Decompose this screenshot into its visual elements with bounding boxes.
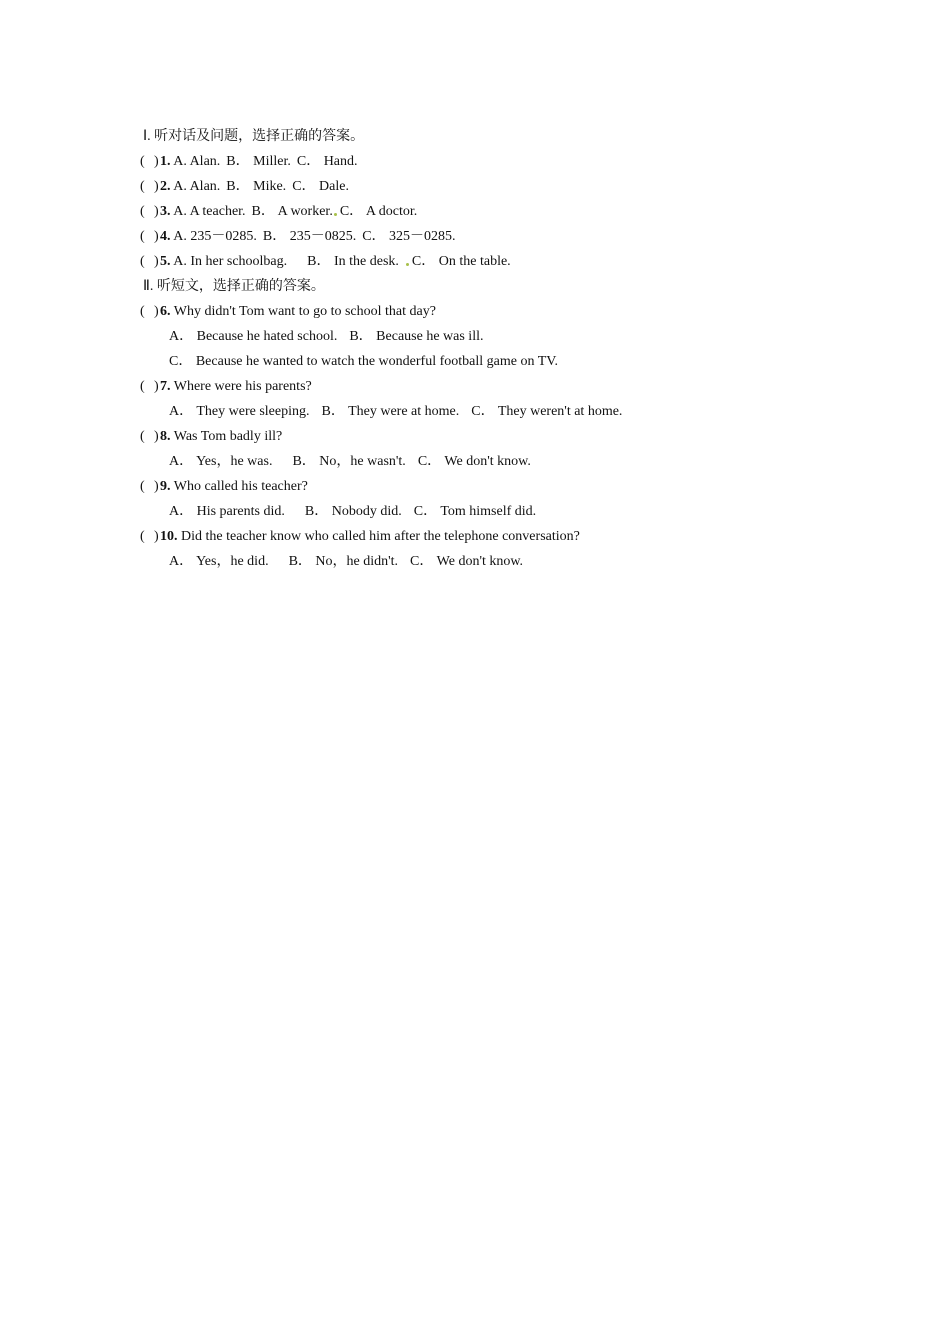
option-b: B． No，he wasn't.	[292, 454, 406, 469]
answer-blank-close: )	[154, 529, 159, 544]
answer-blank-open[interactable]: (	[140, 229, 145, 244]
question-number: 8.	[160, 429, 171, 444]
option-b: B． A worker.	[251, 204, 333, 219]
question-6	[140, 299, 820, 324]
answer-blank-close: )	[154, 479, 159, 494]
answer-blank-open[interactable]: (	[140, 204, 145, 219]
option-b: B． Because he was ill.	[349, 329, 484, 344]
option-c: C． Tom himself did.	[413, 504, 537, 519]
answer-blank-close: )	[154, 304, 159, 319]
answer-blank-open[interactable]: (	[140, 379, 145, 394]
question-8-options	[140, 449, 820, 474]
question-1	[140, 149, 820, 174]
answer-blank-close: )	[154, 154, 159, 169]
option-c: C． They weren't at home.	[471, 404, 623, 419]
option-c: C． 325－0285.	[362, 229, 456, 244]
answer-blank-close: )	[154, 254, 159, 269]
question-6-options-ab	[140, 324, 820, 349]
option-b: B． Miller.	[226, 154, 291, 169]
option-a: A. In her schoolbag.	[173, 254, 288, 269]
answer-blank-open[interactable]: (	[140, 429, 145, 444]
option-c: C． Because he wanted to watch the wonderful football game on TV.	[169, 354, 559, 369]
option-c: C． We don't know.	[417, 454, 531, 469]
option-b: B． Mike.	[226, 179, 287, 194]
question-10-options	[140, 549, 820, 574]
option-a: A． Yes，he did.	[169, 554, 269, 569]
section-1-heading: Ⅰ. 听对话及问题，选择正确的答案。	[143, 129, 365, 144]
question-2	[140, 174, 820, 199]
option-a: A． Because he hated school.	[169, 329, 338, 344]
answer-blank-open[interactable]: (	[140, 529, 145, 544]
option-a: A． His parents did.	[169, 504, 285, 519]
option-b: B． They were at home.	[321, 404, 460, 419]
option-c: C． Hand.	[296, 154, 358, 169]
question-text: Who called his teacher?	[173, 479, 308, 494]
question-4	[140, 224, 820, 249]
answer-blank-close: )	[154, 204, 159, 219]
question-number: 10.	[160, 529, 178, 544]
answer-blank-open[interactable]: (	[140, 254, 145, 269]
option-c: C． We don't know.	[410, 554, 524, 569]
question-number: 3.	[160, 204, 171, 219]
question-10	[140, 524, 820, 549]
option-c: C． Dale.	[292, 179, 349, 194]
option-a: A． Yes，he was.	[169, 454, 273, 469]
answer-blank-close: )	[154, 379, 159, 394]
answer-blank-close: )	[154, 429, 159, 444]
question-3	[140, 199, 820, 224]
answer-blank-close: )	[154, 229, 159, 244]
question-7	[140, 374, 820, 399]
option-a: A. 235－0285.	[173, 229, 257, 244]
answer-blank-close: )	[154, 179, 159, 194]
option-b: B． 235－0825.	[262, 229, 357, 244]
question-text: Where were his parents?	[173, 379, 312, 394]
answer-blank-open[interactable]: (	[140, 179, 145, 194]
option-b: B． No，he didn't.	[288, 554, 399, 569]
question-number: 6.	[160, 304, 171, 319]
option-a: A． They were sleeping.	[169, 404, 310, 419]
listening-exercise	[140, 124, 820, 574]
option-c: C． A doctor.	[339, 204, 418, 219]
question-number: 7.	[160, 379, 171, 394]
option-a: A. Alan.	[173, 179, 221, 194]
section-2-heading: Ⅱ. 听短文，选择正确的答案。	[143, 279, 325, 294]
question-number: 5.	[160, 254, 171, 269]
question-9	[140, 474, 820, 499]
option-c: C． On the table.	[411, 254, 511, 269]
option-b: B． In the desk.	[307, 254, 399, 269]
option-a: A. A teacher.	[173, 204, 246, 219]
question-text: Why didn't Tom want to go to school that day?	[173, 304, 436, 319]
question-number: 9.	[160, 479, 171, 494]
question-7-options	[140, 399, 820, 424]
question-9-options	[140, 499, 820, 524]
decorative-dot	[406, 263, 409, 266]
option-a: A. Alan.	[173, 154, 221, 169]
question-5	[140, 249, 820, 274]
question-number: 1.	[160, 154, 171, 169]
answer-blank-open[interactable]: (	[140, 154, 145, 169]
option-b: B． Nobody did.	[304, 504, 402, 519]
question-text: Was Tom badly ill?	[173, 429, 283, 444]
question-number: 2.	[160, 179, 171, 194]
question-8	[140, 424, 820, 449]
answer-blank-open[interactable]: (	[140, 479, 145, 494]
question-text: Did the teacher know who called him after the telephone conversation?	[181, 529, 580, 544]
question-6-option-c	[140, 349, 820, 374]
answer-blank-open[interactable]: (	[140, 304, 145, 319]
decorative-dot	[334, 213, 337, 216]
question-number: 4.	[160, 229, 171, 244]
